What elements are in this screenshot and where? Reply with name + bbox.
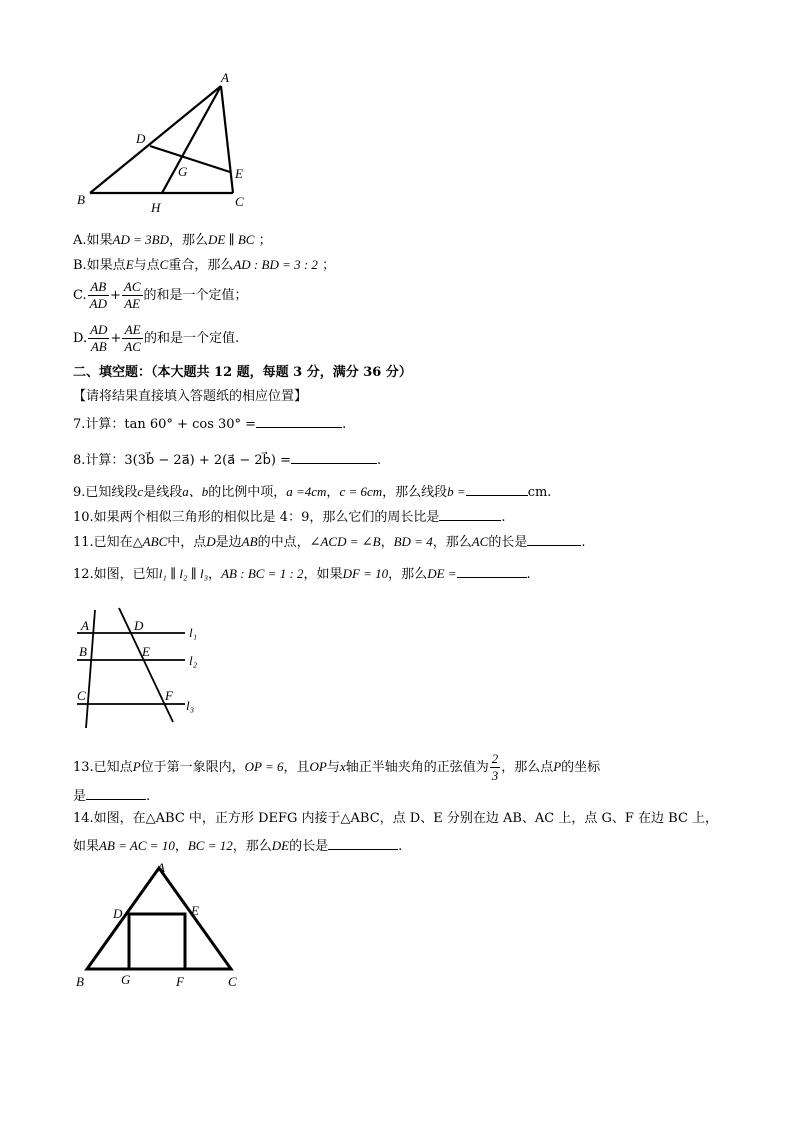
answer-blank [86, 785, 146, 800]
label-d: D [134, 618, 144, 633]
question-14-line2: 如果AB = AC = 10，BC = 12，那么DE的长是 . [73, 835, 402, 856]
figure-parallel-lines [73, 602, 213, 730]
segment-ac [221, 86, 233, 193]
label-a: A [81, 618, 89, 633]
label-h: H [151, 200, 161, 215]
label-c: C [235, 194, 244, 209]
question-12: 12.如图，已知l₁ ∥ l₂ ∥ l₃，AB : BC = 1 : 2，如果DF = 10，那么DE = . [73, 563, 531, 584]
label-l2: l₂ [189, 653, 198, 668]
transversal-right [119, 608, 173, 722]
figure-inscribed-square [73, 860, 253, 992]
label-g: G [121, 972, 131, 987]
question-13: 13.已知点P位于第一象限内，OP = 6，且OP与x轴正半轴夹角的正弦值为 $\frac{2}{3}$ ，那么点P的坐标 [73, 751, 601, 783]
fraction-ab-ad: $\frac{AB}{AD}$ [89, 279, 107, 311]
figure-triangle-deh [73, 66, 263, 216]
fraction-ad-ab: $\frac{AD}{AB}$ [90, 322, 108, 354]
label-a: A [157, 860, 165, 875]
triangle-abc [87, 868, 231, 969]
question-11: 11.已知在△ABC中，点D是边AB的中点，∠ACD = ∠B，BD = 4，那么AC的长是 . [73, 531, 586, 552]
answer-blank [466, 481, 528, 496]
label-c: C [77, 688, 86, 703]
label-c: C [228, 974, 237, 989]
segment-ah [162, 86, 221, 193]
option-a: A.如果AD = 3BD，那么DE ∥ BC ； [73, 232, 272, 248]
segment-de [150, 146, 230, 172]
fraction-ae-ac: $\frac{AE}{AC}$ [124, 322, 141, 354]
question-14: 14.如图，在△ABC 中，正方形 DEFG 内接于△ABC，点 D、E 分别在边 AB、AC 上，点 G、F 在边 BC 上， [73, 811, 719, 826]
answer-blank [291, 449, 377, 464]
label-f: F [165, 688, 173, 703]
square-defg [129, 914, 185, 969]
label-b: B [76, 974, 84, 989]
section-heading: 二、填空题：（本大题共 12 题，每题 3 分，满分 36 分） [73, 365, 412, 380]
answer-blank [527, 531, 581, 546]
label-e: E [191, 903, 199, 918]
question-7: 7.计算：tan 60° + cos 30° = . [73, 413, 346, 434]
answer-blank [256, 413, 342, 428]
question-8: 8.计算：3(3b⃗ − 2a⃗) + 2(a⃗ − 2b⃗) = . [73, 449, 381, 470]
option-c: C. $\frac{AB}{AD}$ + $\frac{AC}{AE}$ 的和是一个定值； [73, 279, 248, 311]
option-b: B.如果点E与点C重合，那么AD : BD = 3 : 2 ； [73, 257, 336, 273]
label-l1: l₁ [189, 625, 198, 640]
label-d: D [113, 906, 123, 921]
label-g: G [178, 164, 188, 179]
label-b: B [79, 644, 87, 659]
question-10: 10.如果两个相似三角形的相似比是 4：9，那么它们的周长比是 . [73, 506, 506, 527]
label-e: E [142, 644, 150, 659]
option-d: D. $\frac{AD}{AB}$ + $\frac{AE}{AC}$ 的和是一个定值. [73, 322, 240, 354]
answer-blank [457, 563, 527, 578]
fraction-ac-ae: $\frac{AC}{AE}$ [123, 279, 141, 311]
label-e: E [235, 166, 243, 181]
label-a: A [221, 70, 229, 85]
segment-ab [90, 86, 221, 193]
fraction-two-thirds: $\frac{2}{3}$ [491, 751, 499, 783]
section-note: 【请将结果直接填入答题纸的相应位置】 [73, 389, 308, 404]
answer-blank [328, 835, 398, 850]
label-b: B [77, 192, 85, 207]
label-d: D [136, 131, 146, 146]
question-13-line2: 是 . [73, 785, 150, 806]
label-f: F [176, 974, 184, 989]
label-l3: l₃ [186, 698, 195, 713]
answer-blank [439, 506, 501, 521]
question-9: 9.已知线段c是线段a、b的比例中项，a =4cm，c = 6cm，那么线段b = cm. [73, 481, 551, 502]
